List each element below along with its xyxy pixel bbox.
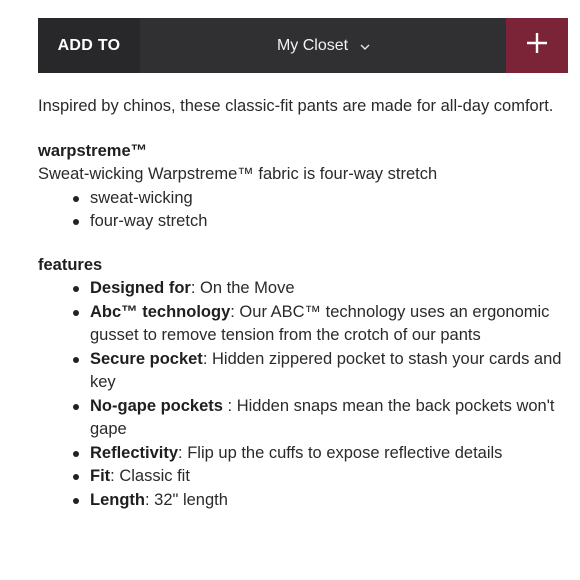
feature-title: Fit xyxy=(90,467,111,485)
feature-item xyxy=(38,277,568,301)
feature-text: : Hidden snaps mean the back pockets won't gape xyxy=(90,396,555,438)
add-to-closet-button[interactable] xyxy=(506,18,568,73)
feature-title: Reflectivity xyxy=(90,443,179,462)
feature-text: : 32" length xyxy=(145,490,228,509)
closet-select-dropdown[interactable] xyxy=(140,18,506,73)
features-list xyxy=(38,277,568,512)
feature-title: Abc™ technology xyxy=(90,302,231,321)
chevron-down-icon xyxy=(360,39,369,48)
list-item: sweat-wicking xyxy=(38,187,568,211)
feature-item xyxy=(38,465,568,489)
feature-item xyxy=(38,301,568,348)
feature-title: Length xyxy=(90,490,145,509)
list-item: four-way stretch xyxy=(38,210,568,234)
feature-item xyxy=(38,489,568,513)
feature-title: Secure pocket xyxy=(90,349,203,368)
add-to-toolbar xyxy=(38,18,568,73)
feature-text: : Our ABC™ technology uses an ergonomic gusset to remove tension from the crotch of our pants xyxy=(90,302,550,344)
product-description xyxy=(38,95,568,512)
feature-item xyxy=(38,348,568,395)
feature-item xyxy=(38,442,568,466)
feature-item xyxy=(38,395,568,442)
feature-text: : Hidden zippered pocket to stash your cards and key xyxy=(90,349,562,391)
warpstreme-list xyxy=(38,187,568,234)
feature-text: : Classic fit xyxy=(110,467,190,485)
feature-title: Designed for xyxy=(90,279,191,297)
intro-text: Inspired by chinos, these classic-fit pants are made for all-day comfort. xyxy=(38,97,554,115)
closet-select-value: My Closet xyxy=(276,36,349,54)
add-to-label: ADD TO xyxy=(38,18,140,73)
features-heading: features xyxy=(38,255,103,274)
feature-text: : Flip up the cuffs to expose reflective details xyxy=(178,443,503,462)
warpstreme-text: Sweat-wicking Warpstreme™ fabric is four-way stretch xyxy=(38,165,438,183)
feature-title: No-gape pockets xyxy=(90,396,223,415)
feature-text: : On the Move xyxy=(190,279,295,297)
plus-icon xyxy=(526,32,548,59)
warpstreme-heading: warpstreme™ xyxy=(38,141,148,160)
